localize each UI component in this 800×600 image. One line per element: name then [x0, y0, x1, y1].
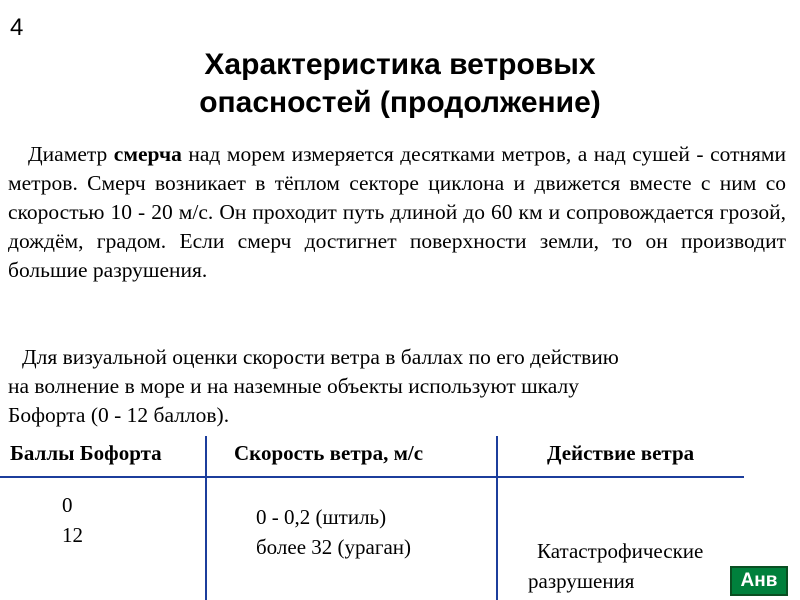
cell-speed-hurricane: более 32 (ураган)	[256, 535, 412, 559]
header-wind-effect: Действие ветра	[547, 441, 695, 465]
slide-number: 4	[10, 14, 24, 41]
cell-beaufort-points	[62, 490, 83, 550]
page-title	[0, 46, 800, 122]
nav-button[interactable]: Анв	[730, 566, 788, 596]
header-divider	[0, 476, 744, 478]
cell-speed-calm: 0 - 0,2 (штиль)	[256, 505, 387, 529]
intro-line-2: на волнение в море и на наземные объекты используют шкалу	[8, 374, 579, 398]
intro-line-1: Для визуальной оценки скорости ветра в баллах по его действию	[22, 345, 619, 369]
intro-line-3: Бофорта (0 - 12 баллов).	[8, 403, 230, 427]
paragraph-body: над морем измеряется десятками метров, а над сушей - сотнями метров. Смерч возникает в тёплом секторе циклона и движется вместе с ним со скоростью 10 - 20 м/с. Он проходит путь длиной до 60 км и сопровождается грозой, дождём, градом. Если смерч достигнет поверхности земли, то он производит большие разрушения.	[8, 142, 786, 282]
cell-effect-line-1: Катастрофические	[537, 539, 704, 563]
title-line-2: опасностей (продолжение)	[199, 86, 601, 119]
tornado-paragraph	[8, 140, 786, 285]
header-beaufort-points: Баллы Бофорта	[10, 441, 162, 465]
paragraph-lead: Диаметр	[28, 142, 114, 166]
column-divider-1	[205, 436, 207, 600]
beaufort-intro-paragraph	[8, 343, 788, 430]
cell-wind-effect	[528, 536, 703, 596]
column-divider-2	[496, 436, 498, 600]
cell-effect-line-2: разрушения	[528, 569, 635, 593]
cell-wind-speed	[256, 502, 411, 562]
header-wind-speed: Скорость ветра, м/с	[234, 441, 424, 465]
title-line-1: Характеристика ветровых	[204, 48, 596, 81]
cell-points-0: 0	[62, 493, 73, 517]
paragraph-bold-term: смерча	[113, 142, 182, 166]
cell-points-12: 12	[62, 523, 83, 547]
